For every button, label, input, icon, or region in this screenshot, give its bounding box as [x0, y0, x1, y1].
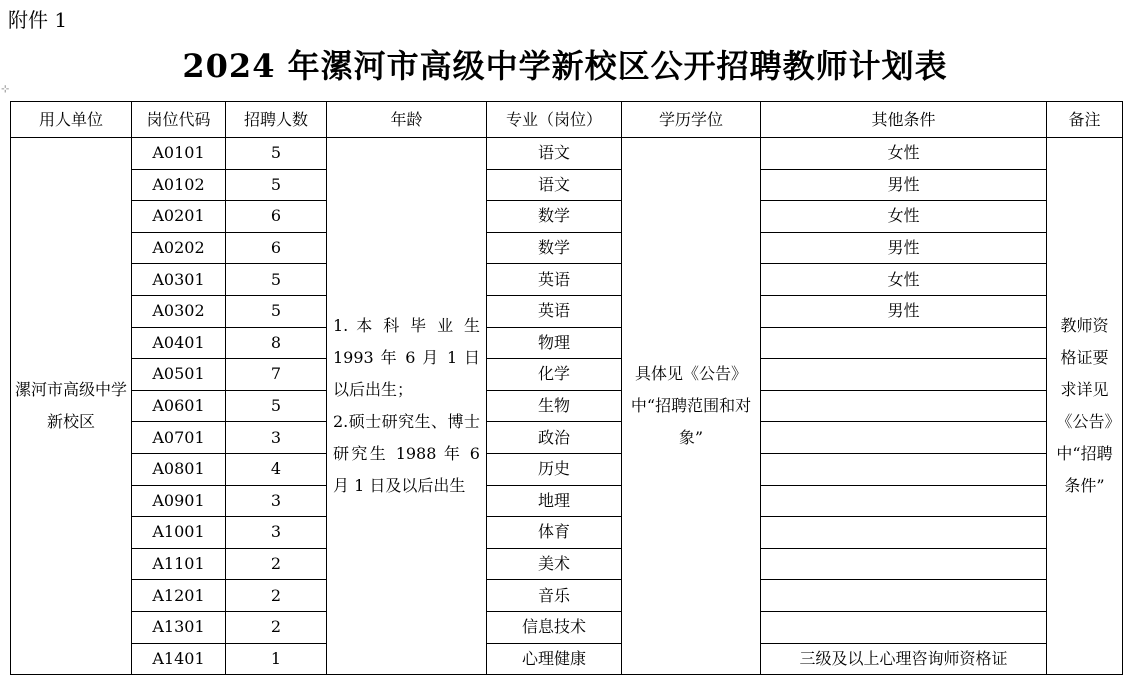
major-cell: 英语: [487, 295, 622, 327]
position-code-cell: A0302: [132, 295, 226, 327]
major-cell: 物理: [487, 327, 622, 359]
position-code-cell: A0102: [132, 169, 226, 201]
table-row: [11, 295, 1123, 327]
position-code-cell: A1301: [132, 611, 226, 643]
position-code-cell: A0101: [132, 138, 226, 170]
other-conditions-cell: 男性: [761, 232, 1047, 264]
position-code-cell: A0401: [132, 327, 226, 359]
hiring-count-cell: 5: [226, 169, 327, 201]
major-cell: 体育: [487, 517, 622, 549]
table-row: [11, 580, 1123, 612]
other-conditions-cell: 女性: [761, 264, 1047, 296]
major-cell: 信息技术: [487, 611, 622, 643]
table-row: [11, 201, 1123, 233]
position-code-cell: A0501: [132, 359, 226, 391]
other-conditions-cell: [761, 422, 1047, 454]
education-requirement-cell: 具体见《公告》中“招聘范围和对象”: [622, 138, 761, 675]
position-code-cell: A0901: [132, 485, 226, 517]
header-major: 专业（岗位）: [487, 102, 622, 138]
major-cell: 心理健康: [487, 643, 622, 675]
major-cell: 政治: [487, 422, 622, 454]
major-cell: 数学: [487, 201, 622, 233]
major-cell: 生物: [487, 390, 622, 422]
remark-cell: 教师资格证要求详见《公告》中“招聘条件”: [1047, 138, 1123, 675]
position-code-cell: A0701: [132, 422, 226, 454]
header-row: [11, 102, 1123, 138]
table-row: [11, 169, 1123, 201]
hiring-count-cell: 2: [226, 548, 327, 580]
hiring-count-cell: 3: [226, 485, 327, 517]
other-conditions-cell: [761, 390, 1047, 422]
hiring-count-cell: 1: [226, 643, 327, 675]
position-code-cell: A1401: [132, 643, 226, 675]
major-cell: 化学: [487, 359, 622, 391]
header-age: 年龄: [327, 102, 487, 138]
hiring-count-cell: 5: [226, 138, 327, 170]
other-conditions-cell: [761, 327, 1047, 359]
hiring-count-cell: 5: [226, 390, 327, 422]
age-requirement-cell: [327, 138, 487, 675]
hiring-count-cell: 2: [226, 611, 327, 643]
table-move-handle-icon[interactable]: ⊹: [1, 84, 10, 95]
position-code-cell: A0202: [132, 232, 226, 264]
major-cell: 历史: [487, 453, 622, 485]
header-remark: 备注: [1047, 102, 1123, 138]
hiring-count-cell: 2: [226, 580, 327, 612]
table-row: [11, 327, 1123, 359]
table-row: [11, 611, 1123, 643]
table-row: [11, 264, 1123, 296]
position-code-cell: A0601: [132, 390, 226, 422]
position-code-cell: A0801: [132, 453, 226, 485]
other-conditions-cell: [761, 611, 1047, 643]
other-conditions-cell: 女性: [761, 201, 1047, 233]
table-row: [11, 232, 1123, 264]
hiring-count-cell: 8: [226, 327, 327, 359]
other-conditions-cell: [761, 517, 1047, 549]
table-row: [11, 517, 1123, 549]
table-row: [11, 548, 1123, 580]
major-cell: 音乐: [487, 580, 622, 612]
hiring-count-cell: 3: [226, 517, 327, 549]
table-row: [11, 485, 1123, 517]
major-cell: 英语: [487, 264, 622, 296]
other-conditions-cell: [761, 580, 1047, 612]
hiring-count-cell: 5: [226, 295, 327, 327]
recruitment-plan-table: [10, 101, 1123, 675]
table-row: [11, 359, 1123, 391]
table-row: [11, 390, 1123, 422]
major-cell: 语文: [487, 138, 622, 170]
major-cell: 地理: [487, 485, 622, 517]
other-conditions-cell: 男性: [761, 295, 1047, 327]
other-conditions-cell: [761, 359, 1047, 391]
major-cell: 数学: [487, 232, 622, 264]
position-code-cell: A1201: [132, 580, 226, 612]
other-conditions-cell: [761, 485, 1047, 517]
table-row: [11, 138, 1123, 170]
table-row: [11, 643, 1123, 675]
position-code-cell: A0301: [132, 264, 226, 296]
age-requirement-2: 2.硕士研究生、博士研究生 1988 年 6 月 1 日及以后出生: [333, 412, 480, 496]
hiring-count-cell: 7: [226, 359, 327, 391]
header-code: 岗位代码: [132, 102, 226, 138]
hiring-count-cell: 6: [226, 232, 327, 264]
unit-cell: 漯河市高级中学新校区: [11, 138, 132, 675]
hiring-count-cell: 3: [226, 422, 327, 454]
age-requirement-1: 1. 本 科 毕 业 生 1993 年 6 月 1 日以后出生；: [333, 316, 480, 400]
major-cell: 语文: [487, 169, 622, 201]
hiring-count-cell: 5: [226, 264, 327, 296]
other-conditions-cell: [761, 548, 1047, 580]
other-conditions-cell: [761, 453, 1047, 485]
other-conditions-cell: 女性: [761, 138, 1047, 170]
header-other: 其他条件: [761, 102, 1047, 138]
other-conditions-cell: 男性: [761, 169, 1047, 201]
header-education: 学历学位: [622, 102, 761, 138]
position-code-cell: A0201: [132, 201, 226, 233]
table-row: [11, 422, 1123, 454]
header-unit: 用人单位: [11, 102, 132, 138]
header-count: 招聘人数: [226, 102, 327, 138]
table-row: [11, 453, 1123, 485]
major-cell: 美术: [487, 548, 622, 580]
hiring-count-cell: 6: [226, 201, 327, 233]
hiring-count-cell: 4: [226, 453, 327, 485]
position-code-cell: A1101: [132, 548, 226, 580]
document-title: 2024 年漯河市高级中学新校区公开招聘教师计划表: [182, 47, 948, 85]
attachment-label: 附件 1: [8, 8, 68, 32]
other-conditions-cell: 三级及以上心理咨询师资格证: [761, 643, 1047, 675]
position-code-cell: A1001: [132, 517, 226, 549]
